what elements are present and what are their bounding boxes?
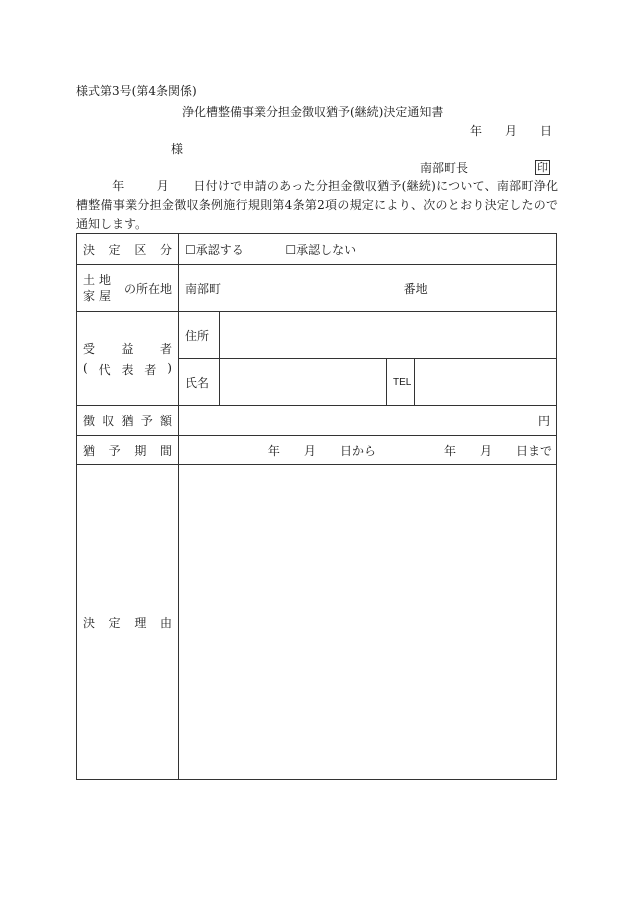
row-decision-division bbox=[77, 234, 557, 265]
to-year: 年 bbox=[443, 443, 456, 458]
tel-field[interactable] bbox=[415, 359, 557, 406]
tel-label: TEL bbox=[387, 359, 415, 406]
row-deferral-period bbox=[77, 436, 557, 465]
decision-division-options bbox=[179, 234, 557, 265]
deferral-amount-field[interactable] bbox=[179, 406, 557, 436]
document-title: 浄化槽整備事業分担金徴収猶予(継続)決定通知書 bbox=[182, 105, 444, 119]
name-field[interactable] bbox=[220, 359, 387, 406]
approve-checkbox[interactable]: ☐承認する bbox=[185, 242, 244, 257]
address-field[interactable] bbox=[220, 312, 557, 359]
row-deferral-amount bbox=[77, 406, 557, 436]
decision-reason-field[interactable] bbox=[179, 465, 557, 780]
location-value[interactable] bbox=[179, 265, 557, 312]
paragraph-text: 日付けで申請のあった分担金徴収猶予(継続)について、南部町浄化槽整備事業分担金徴収条例施行規則第4条第2項の規定により、次のとおり決定したので通知します。 bbox=[76, 179, 558, 231]
seal-icon: 印 bbox=[537, 161, 548, 174]
from-year: 年 bbox=[267, 443, 280, 458]
address-label: 住所 bbox=[179, 312, 220, 359]
form-number: 様式第3号(第4条関係) bbox=[76, 84, 197, 98]
amount-unit: 円 bbox=[537, 414, 550, 428]
row-beneficiary-address bbox=[77, 312, 557, 359]
date-year: 年 bbox=[470, 124, 483, 138]
name-label: 氏名 bbox=[179, 359, 220, 406]
paragraph-month: 月 bbox=[156, 179, 170, 193]
from-month: 月 bbox=[303, 443, 316, 458]
row-decision-reason bbox=[77, 465, 557, 780]
location-town: 南部町 bbox=[185, 281, 222, 296]
date-day: 日 bbox=[540, 124, 553, 138]
beneficiary-label: 受 益 者 ( 代 表 者 ) bbox=[77, 312, 179, 406]
issuer-name: 南部町長 bbox=[420, 161, 469, 175]
seal-mark bbox=[535, 160, 550, 175]
notice-paragraph bbox=[76, 177, 558, 234]
deferral-period-label: 猶 予 期 間 bbox=[77, 436, 179, 465]
reject-checkbox[interactable]: ☐承認しない bbox=[285, 242, 357, 257]
paragraph-year: 年 bbox=[112, 179, 125, 193]
to-month: 月 bbox=[479, 443, 492, 458]
addressee-suffix: 様 bbox=[171, 142, 184, 156]
decision-division-label: 決 定 区 分 bbox=[77, 234, 179, 265]
from-day: 日から bbox=[339, 443, 376, 458]
location-label: 土地 家屋 の所在地 bbox=[77, 265, 179, 312]
decision-reason-label: 決 定 理 由 bbox=[77, 465, 179, 780]
to-day: 日まで bbox=[515, 443, 552, 458]
row-location bbox=[77, 265, 557, 312]
location-lot-suffix: 番地 bbox=[403, 281, 428, 296]
date-month: 月 bbox=[505, 124, 518, 138]
deferral-amount-label: 徴 収 猶 予 額 bbox=[77, 406, 179, 436]
decision-form-table bbox=[76, 233, 557, 780]
deferral-period-field[interactable] bbox=[179, 436, 557, 465]
